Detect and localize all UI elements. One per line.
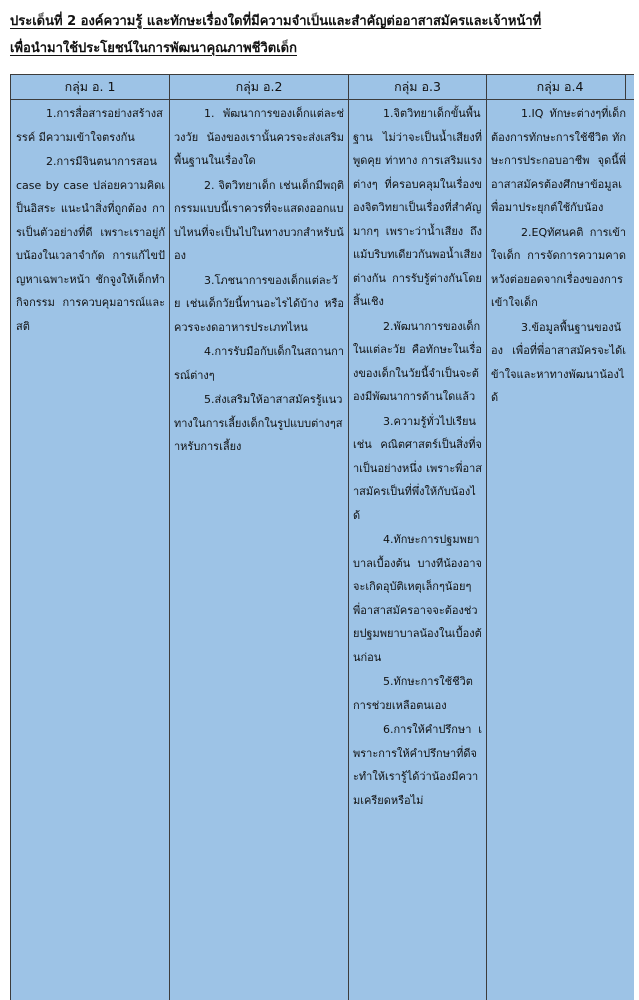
list-item: 4.ทักษะการปฐมพยาบาลเบื้องต้น บางทีน้องอาจจะเกิดอุบัติเหตุเล็กๆน้อยๆ พี่อาสาสมัครอาจจะต้องช่วยปฐมพยาบาลน้องในเบื้องต้นก่อน — [353, 533, 482, 664]
heading-line-1: ประเด็นที่ 2 องค์ความรู้ และทักษะเรื่องใดที่มีความจำเป็นและสำคัญต่ออาสาสมัครและเจ้าหน้าที่ — [10, 14, 542, 29]
list-item: 1.จิตวิทยาเด็กขั้นพื้นฐาน ไม่ว่าจะเป็นน้ำเสียงที่พูดคุย ท่าทาง การเสริมแรงต่างๆ ที่ครอบคลุมในเรื่องของจิตวิทยาเป็นเรื่องที่สำคัญมากๆ เพราะว่าน้ำเสียง ถึงแม้บริบทเดียวกันพอน้ำเสียงต่างกัน การรับรู้ต่างกันโดยสิ้นเชิง — [353, 107, 482, 308]
column-divider — [169, 75, 170, 1000]
knowledge-skills-table — [10, 74, 634, 1000]
list-item: 2.การมีจินตนาการสอน case by case ปล่อยความคิดเป็นอิสระ แนะนำสิ่งที่ถูกต้อง การเป็นตัวอย่างที่ดี เพราะเราอยู่กับน้องในเวลาจำกัด การแก้ไขปัญหาเฉพาะหน้า ชักจูงให้เด็กทำกิจกรรม การควบคุมอารณ์และสติ — [16, 155, 165, 333]
column-header-group-4: กลุ่ม อ.4 — [536, 79, 584, 94]
list-item: 1. พัฒนาการของเด็กแต่ละช่วงวัย น้องของเรานั้นควรจะส่งเสริมพื้นฐานในเรื่องใด — [174, 107, 344, 167]
column-divider — [625, 75, 626, 99]
list-item: 3.ข้อมูลพื้นฐานของน้อง เพื่อที่พี่อาสาสมัครจะได้เข้าใจและหาทางพัฒนาน้องได้ — [491, 320, 626, 404]
column-group-3 — [353, 102, 482, 1000]
column-divider — [486, 75, 487, 1000]
list-item: 6.การให้คำปรึกษา เพราะการให้คำปรึกษาที่ดีจะทำให้เรารู้ได้ว่าน้องมีความเครียดหรือไม่ — [353, 723, 482, 807]
column-header-group-1: กลุ่ม อ. 1 — [64, 79, 116, 94]
list-item: 1.การสื่อสารอย่างสร้างสรรค์ มีความเข้าใจตรงกัน — [16, 107, 163, 144]
column-header-group-3: กลุ่ม อ.3 — [394, 79, 441, 94]
column-group-1 — [16, 102, 165, 1000]
list-item: 5.ทักษะการใช้ชีวิต การช่วยเหลือตนเอง — [353, 675, 473, 712]
column-header-group-2: กลุ่ม อ.2 — [235, 79, 283, 94]
list-item: 3.โภชนาการของเด็กแต่ละวัย เช่นเด็กวัยนี้ทานอะไรได้บ้าง หรือควรจะงดอาหารประเภทไหน — [174, 273, 344, 334]
list-item: 1.IQ ทักษะต่างๆที่เด็กต้องการทักษะการใช้ชีวิต ทักษะการประกอบอาชีพ จุดนี้พี่อาสาสมัครต้องศึกษาข้อมูลเพื่อมาประยุกต์ใช้กับน้อง — [491, 107, 626, 214]
page-heading — [10, 8, 630, 62]
list-item: 4.การรับมือกับเด็กในสถานการณ์ต่างๆ — [174, 345, 344, 382]
column-group-2 — [174, 102, 344, 1000]
list-item: 2. จิตวิทยาเด็ก เช่นเด็กมีพฤติกรรมแบบนี้เราควรที่จะแสดงออกแบบไหนที่จะเป็นไปในทางบวกสำหรับน้อง — [174, 178, 344, 262]
column-divider — [348, 75, 349, 1000]
heading-line-2: เพื่อนำมาใช้ประโยชน์ในการพัฒนาคุณภาพชีวิตเด็ก — [10, 41, 297, 56]
list-item: 2.EQทัศนคติ การเข้าใจเด็ก การจัดการความคาดหวังต่อยอดจากเรื่องของการเข้าใจเด็ก — [491, 225, 626, 309]
column-group-4 — [491, 102, 626, 1000]
list-item: 5.ส่งเสริมให้อาสาสมัครรู้แนวทางในการเลี้ยงเด็กในรูปแบบต่างๆสำหรับการเลี้ยง — [174, 393, 343, 453]
list-item: 2.พัฒนาการของเด็กในแต่ละวัย คือทักษะในเรื่องของเด็กในวัยนี้จำเป็นจะต้องมีพัฒนาการด้านใดแล้ว — [353, 319, 482, 403]
list-item: 3.ความรู้ทั่วไปเรียน เช่น คณิตศาสตร์เป็นสิ่งที่จำเป็นอย่างหนึ่ง เพราะพี่อาสาสมัครเป็นที่พึ่งให้กับน้องได้ — [353, 414, 482, 522]
table-header-row — [11, 75, 634, 100]
